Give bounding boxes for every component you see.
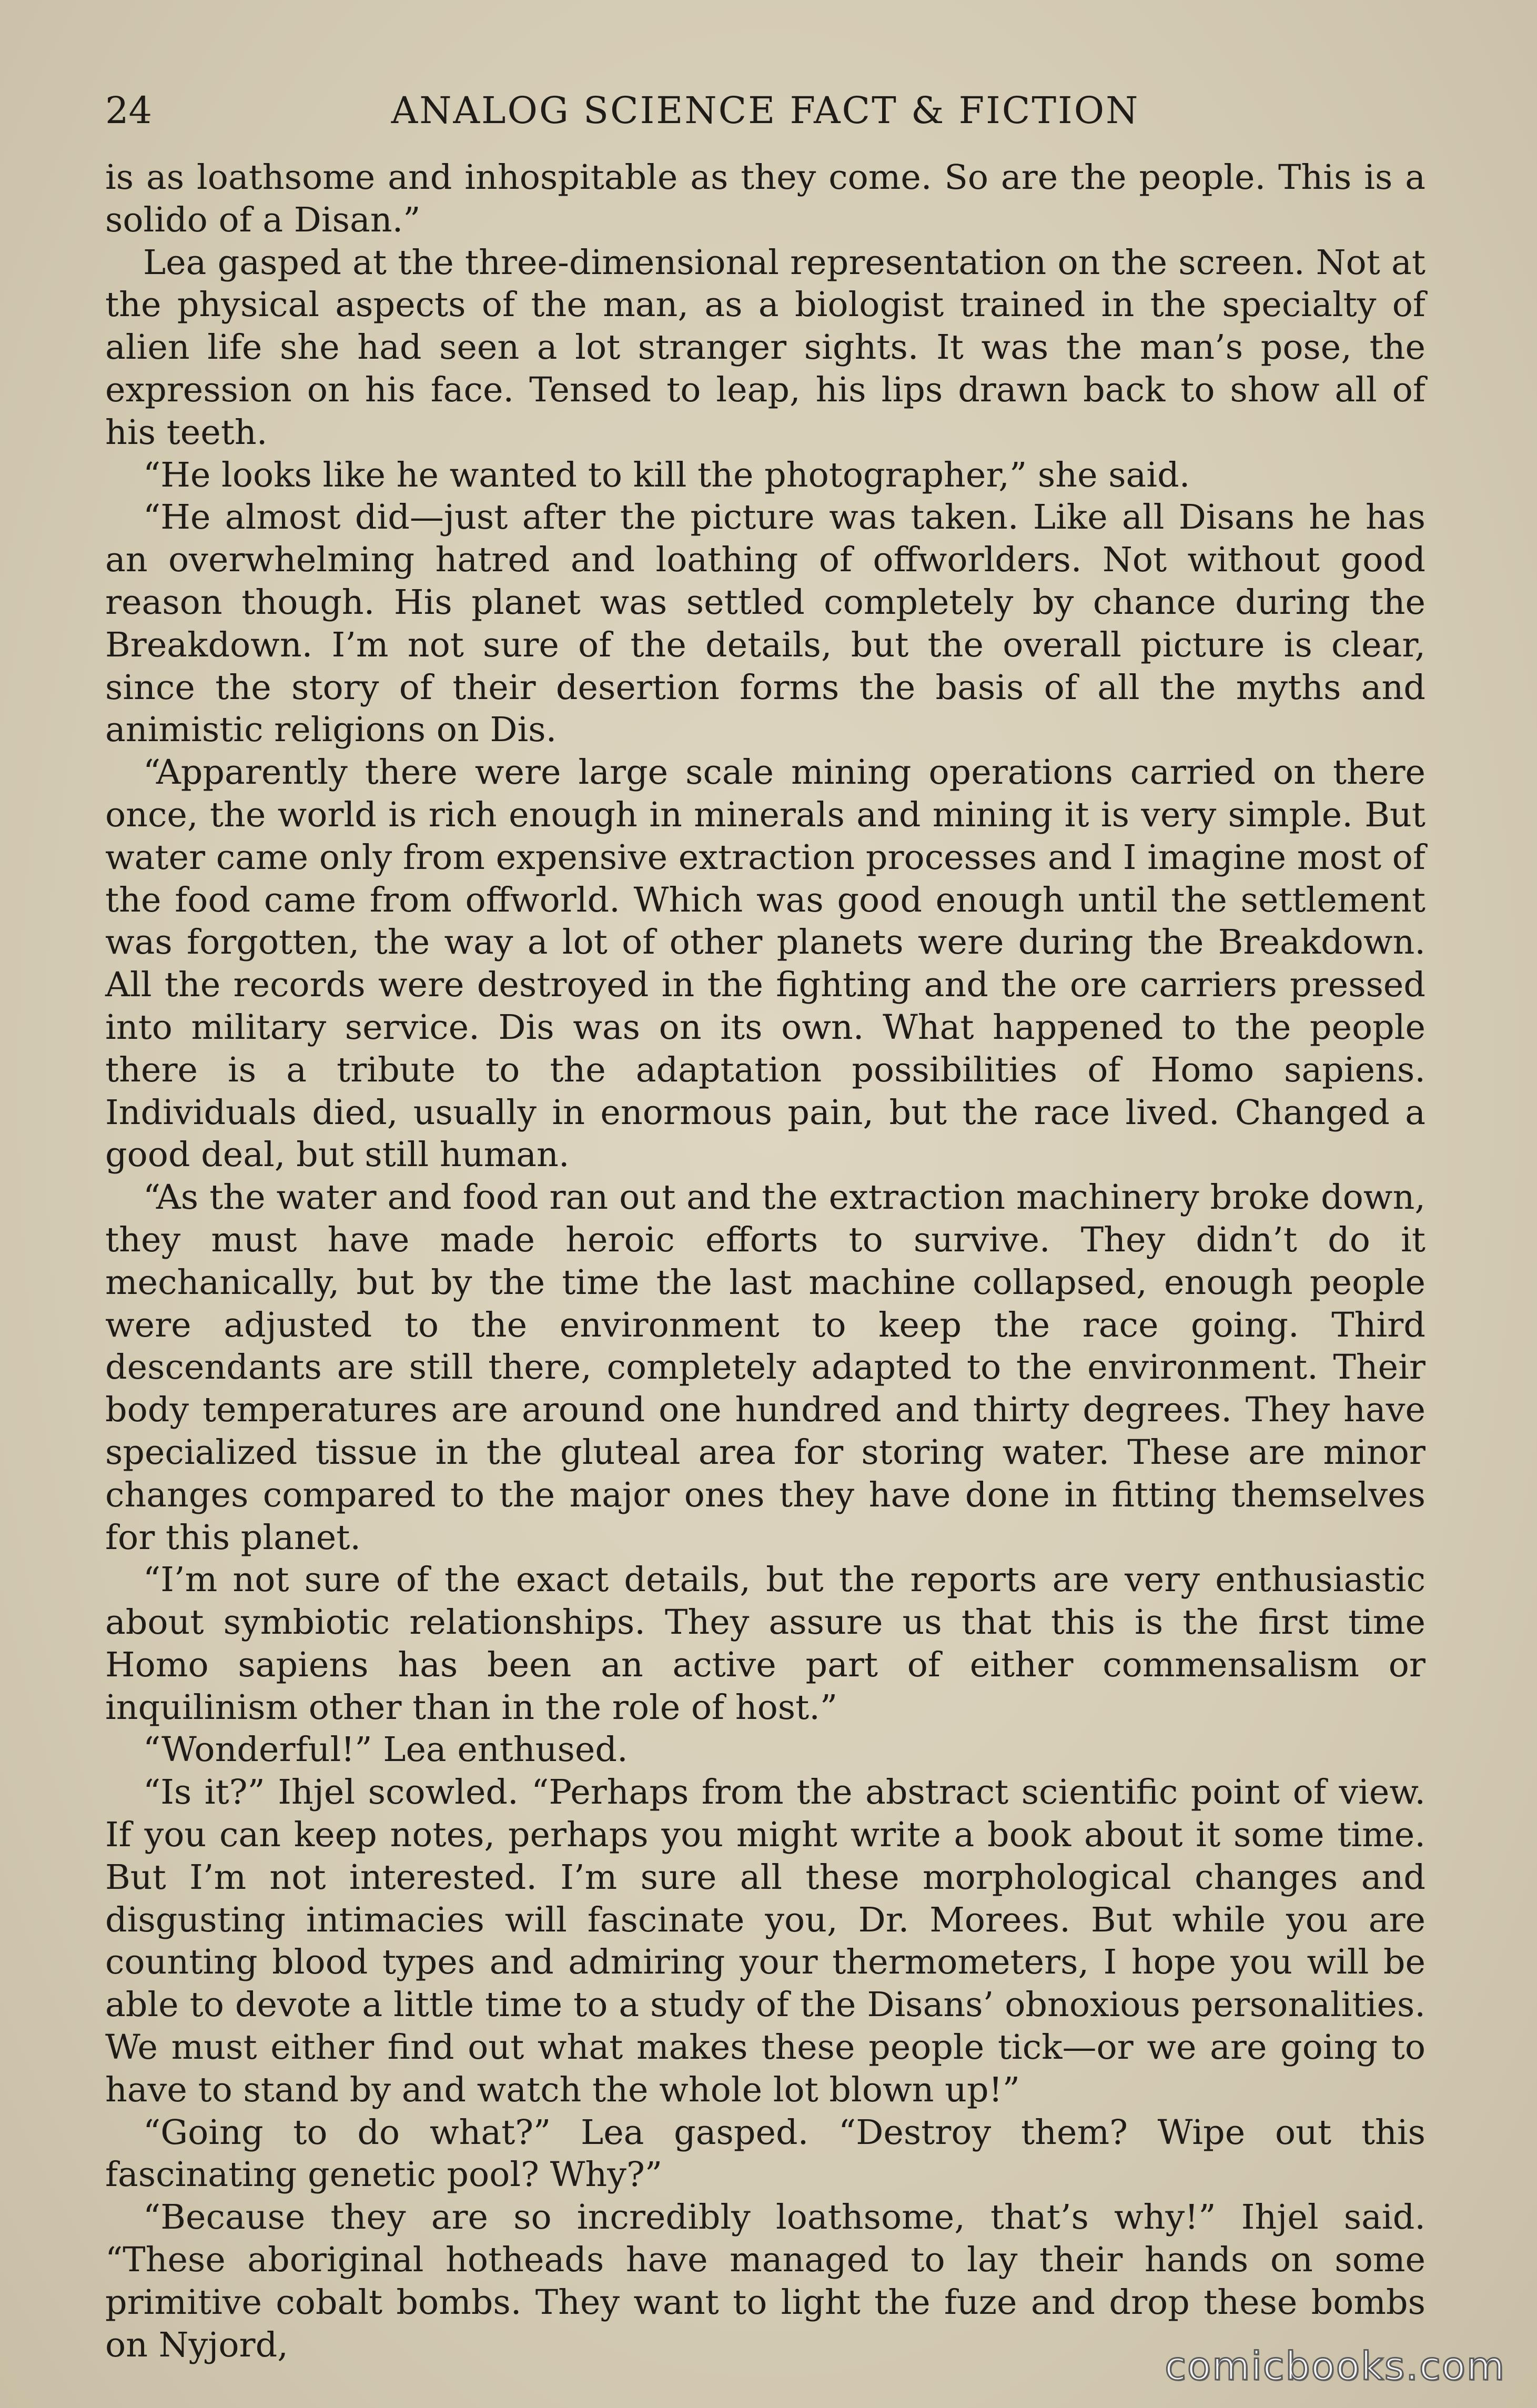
paragraph: Lea gasped at the three-dimensional representation on the screen. Not at the physical aspects of the man, as a biologist trained in the specialty of alien life she had seen a lot stranger sights. It was the man’s pose, the expression on his face. Tensed to leap, his lips drawn back to show all of his teeth. <box>105 242 1425 452</box>
paragraph: “Wonderful!” Lea enthused. <box>143 1730 628 1770</box>
paragraph: is as loathsome and inhospitable as they come. So are the people. This is a solido of a Disan.” <box>105 158 1425 240</box>
body-text <box>105 157 1425 2366</box>
paragraph: “He almost did—just after the picture was taken. Like all Disans he has an overwhelming hatred and loathing of offworlders. Not without good reason though. His planet was settled completely by chance during the Breakdown. I’m not sure of the details, but the overall picture is clear, since the story of their desertion forms the basis of all the myths and animistic religions on Dis. <box>105 498 1425 750</box>
page-number: 24 <box>105 89 153 132</box>
watermark: comicbooks.com <box>1165 2344 1505 2389</box>
paragraph: “As the water and food ran out and the extraction machinery broke down, they must have made heroic efforts to survive. They didn’t do it mechanically, but by the time the last machine collapsed, enough people were adjusted to the environment to keep the race going. Third descendants are still there, completely adapted to the environment. Their body temperatures are around one hundred and thirty degrees. They have specialized tissue in the gluteal area for storing water. These are minor changes compared to the major ones they have done in fitting themselves for this planet. <box>105 1178 1425 1557</box>
paragraph: “I’m not sure of the exact details, but the reports are very enthusiastic about symbiotic relationships. They assure us that this is the first time Homo sapiens has been an active part of either commensalism or inquilinism other than in the role of host.” <box>105 1560 1425 1727</box>
paragraph: “Is it?” Ihjel scowled. “Perhaps from the abstract scientific point of view. If you can keep notes, perhaps you might write a book about it some time. But I’m not interested. I’m sure all these morphological changes and disgusting intimacies will fascinate you, Dr. Morees. But while you are counting blood types and admiring your thermometers, I hope you will be able to devote a little time to a study of the Disans’ obnoxious personalities. We must either find out what makes these people tick—or we are going to have to stand by and watch the whole lot blown up!” <box>105 1773 1425 2110</box>
running-head <box>105 84 1425 137</box>
paragraph: “Apparently there were large scale mining operations carried on there once, the world is rich enough in minerals and mining it is very simple. But water came only from expensive extraction processes and I imagine most of the food came from offworld. Which was good enough until the settlement was forgotten, the way a lot of other planets were during the Breakdown. All the records were destroyed in the fighting and the ore carriers pressed into military service. Dis was on its own. What happened to the people there is a tribute to the adaptation possibilities of Homo sapiens. Individuals died, usually in enormous pain, but the race lived. Changed a good deal, but still human. <box>105 753 1425 1175</box>
paragraph: “He looks like he wanted to kill the photographer,” she said. <box>143 455 1190 495</box>
paragraph: “Because they are so incredibly loathsome, that’s why!” Ihjel said. “These aboriginal hotheads have managed to lay their hands on some primitive cobalt bombs. They want to light the fuze and drop these bombs on Nyjord, <box>105 2198 1425 2365</box>
paragraph: “Going to do what?” Lea gasped. “Destroy them? Wipe out this fascinating genetic pool? Why?” <box>105 2112 1425 2195</box>
journal-title: ANALOG SCIENCE FACT & FICTION <box>391 89 1140 132</box>
